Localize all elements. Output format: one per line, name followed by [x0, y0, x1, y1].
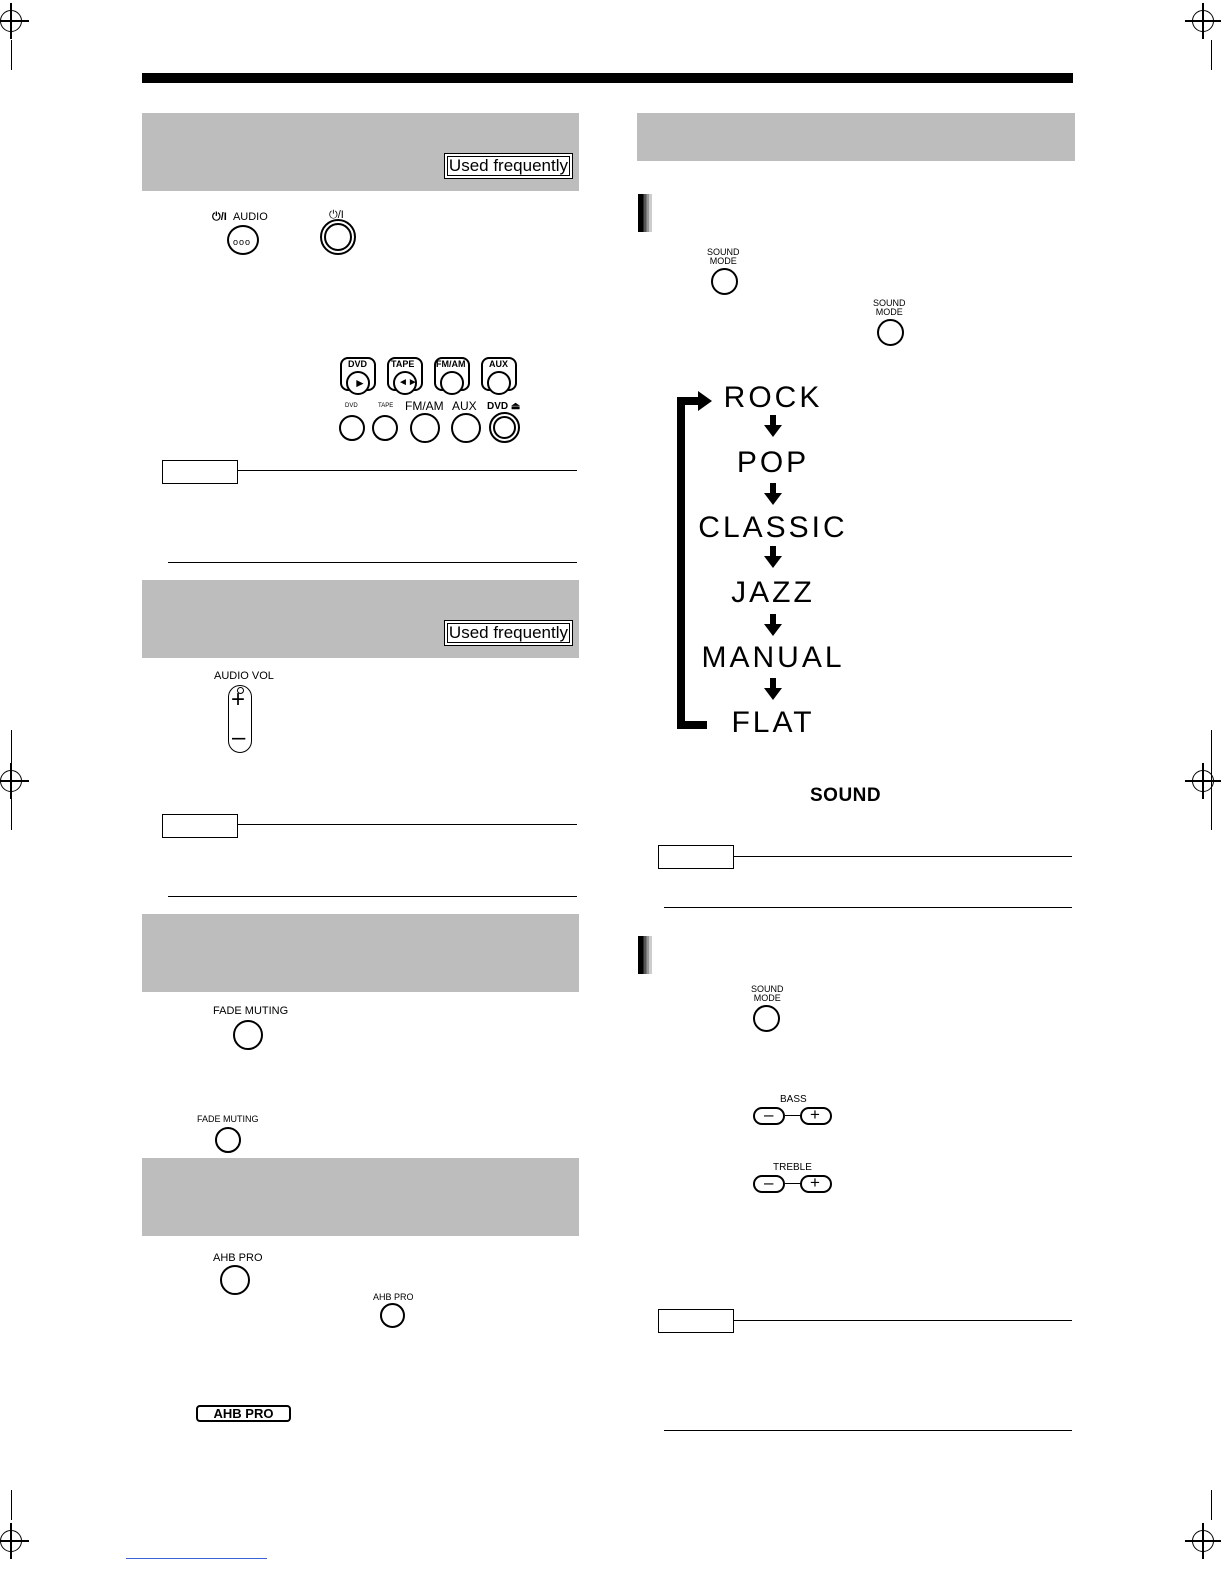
vol-plus-icon[interactable]: +	[231, 686, 246, 713]
note-box	[658, 845, 734, 869]
crop-mark	[1211, 40, 1212, 70]
down-arrow-icon	[764, 425, 782, 437]
unit-fmam-label: FM/AM	[405, 399, 444, 413]
note-end-rule	[664, 907, 1072, 908]
ahb-pro-unit-label: AHB PRO	[373, 1292, 414, 1302]
sound-indicator: SOUND	[810, 785, 882, 806]
bass-plus-button[interactable]: +	[800, 1107, 832, 1125]
registration-mark-bottom-right	[1192, 1530, 1214, 1552]
mode-pop: POP	[736, 446, 810, 479]
unit-sound-mode-button[interactable]	[877, 319, 904, 346]
registration-mark-bottom-left	[0, 1530, 22, 1552]
manual-sound-mode-button[interactable]	[753, 1005, 780, 1032]
bass-minus-button[interactable]: –	[753, 1107, 785, 1125]
down-arrow-icon	[764, 556, 782, 568]
power-symbol-label: ⏻/I	[329, 209, 344, 221]
remote-aux-label: AUX	[489, 359, 509, 369]
down-arrow-icon	[764, 624, 782, 636]
remote-fmam-label: FM/AM	[436, 359, 466, 369]
unit-fmam-button[interactable]	[410, 413, 440, 443]
down-arrow-icon	[770, 546, 776, 556]
mode-rock: ROCK	[723, 381, 823, 414]
unit-aux-button[interactable]	[451, 413, 481, 443]
crop-mark	[1211, 1490, 1212, 1520]
treble-label: TREBLE	[773, 1162, 812, 1173]
down-arrow-icon	[764, 688, 782, 700]
bass-connector	[785, 1115, 801, 1116]
note-rule	[237, 824, 577, 825]
remote-power-audio-button[interactable]: ooo	[227, 225, 259, 255]
top-rule	[142, 73, 1073, 83]
unit-power-button-inner[interactable]	[324, 223, 352, 251]
sound-mode-unit-label: SOUND MODE	[873, 298, 906, 317]
fade-muting-unit-label: FADE MUTING	[197, 1114, 259, 1124]
note-box	[658, 1309, 734, 1333]
crop-mark	[11, 40, 12, 70]
section-header-ahb	[142, 1158, 579, 1236]
footer-link-underline[interactable]	[126, 1558, 267, 1559]
note-end-rule	[664, 1430, 1072, 1431]
audio-vol-rocker[interactable]	[228, 685, 252, 753]
down-arrow-icon	[770, 678, 776, 688]
note-rule	[733, 1320, 1072, 1321]
unit-dvd-eject-button-inner[interactable]	[493, 416, 516, 439]
remote-aux-button[interactable]	[487, 371, 511, 395]
power-audio-label: ⏻/I AUDIO	[212, 211, 268, 223]
note-box	[162, 814, 238, 838]
treble-plus-button[interactable]: +	[800, 1175, 832, 1193]
remote-tape-label: TAPE	[391, 359, 415, 369]
note-end-rule	[168, 562, 577, 563]
mode-flat: FLAT	[731, 706, 815, 739]
vol-minus-icon[interactable]: –	[232, 724, 246, 751]
sound-mode-remote-label: SOUND MODE	[707, 247, 740, 266]
manual-sound-mode-label: SOUND MODE	[751, 984, 784, 1003]
note-end-rule	[168, 896, 577, 897]
note-rule	[237, 470, 577, 471]
remote-dvd-button[interactable]: ►	[346, 371, 370, 395]
mode-manual: MANUAL	[701, 641, 845, 674]
unit-tape-label: TAPE	[378, 403, 394, 409]
note-rule	[733, 856, 1072, 857]
bass-label: BASS	[780, 1094, 807, 1105]
down-arrow-icon	[770, 415, 776, 425]
audio-vol-label: AUDIO VOL	[214, 670, 274, 682]
unit-ahb-pro-button[interactable]	[380, 1303, 405, 1328]
used-frequently-badge: Used frequently	[444, 620, 573, 646]
remote-dvd-label: DVD	[348, 359, 368, 369]
ahb-pro-indicator: AHB PRO	[196, 1405, 291, 1422]
note-box	[162, 460, 238, 484]
treble-minus-button[interactable]: –	[753, 1175, 785, 1193]
unit-aux-label: AUX	[452, 399, 477, 413]
mode-jazz: JAZZ	[731, 576, 815, 609]
remote-sound-mode-button[interactable]	[711, 268, 738, 295]
unit-dvd-button[interactable]	[339, 415, 365, 441]
unit-fade-muting-button[interactable]	[215, 1127, 241, 1153]
section-header-muting	[142, 914, 579, 992]
ahb-pro-label: AHB PRO	[213, 1252, 263, 1264]
section-header-volume	[142, 580, 579, 658]
crop-mark	[1211, 730, 1212, 830]
subsection-marker	[638, 194, 652, 232]
treble-connector	[785, 1183, 801, 1184]
used-frequently-badge: Used frequently	[444, 153, 573, 179]
section-header-power	[142, 113, 579, 191]
crop-mark	[11, 730, 12, 830]
remote-fade-muting-button[interactable]	[233, 1020, 263, 1050]
crop-mark	[11, 1490, 12, 1520]
registration-mark-top-left	[0, 10, 22, 32]
mode-classic: CLASSIC	[698, 511, 848, 544]
unit-dvd-label: DVD	[345, 403, 358, 409]
registration-mark-top-right	[1192, 10, 1214, 32]
down-arrow-icon	[770, 614, 776, 624]
remote-fmam-button[interactable]	[440, 371, 464, 395]
remote-tape-button[interactable]: ◄►	[393, 371, 417, 395]
subsection-marker	[638, 936, 652, 974]
section-header-sound-mode	[637, 113, 1075, 161]
fade-muting-label: FADE MUTING	[213, 1005, 289, 1017]
unit-tape-button[interactable]	[372, 415, 398, 441]
unit-dvd-eject-label: DVD ⏏	[487, 401, 521, 412]
down-arrow-icon	[764, 493, 782, 505]
down-arrow-icon	[770, 483, 776, 493]
remote-ahb-pro-button[interactable]	[220, 1265, 250, 1295]
